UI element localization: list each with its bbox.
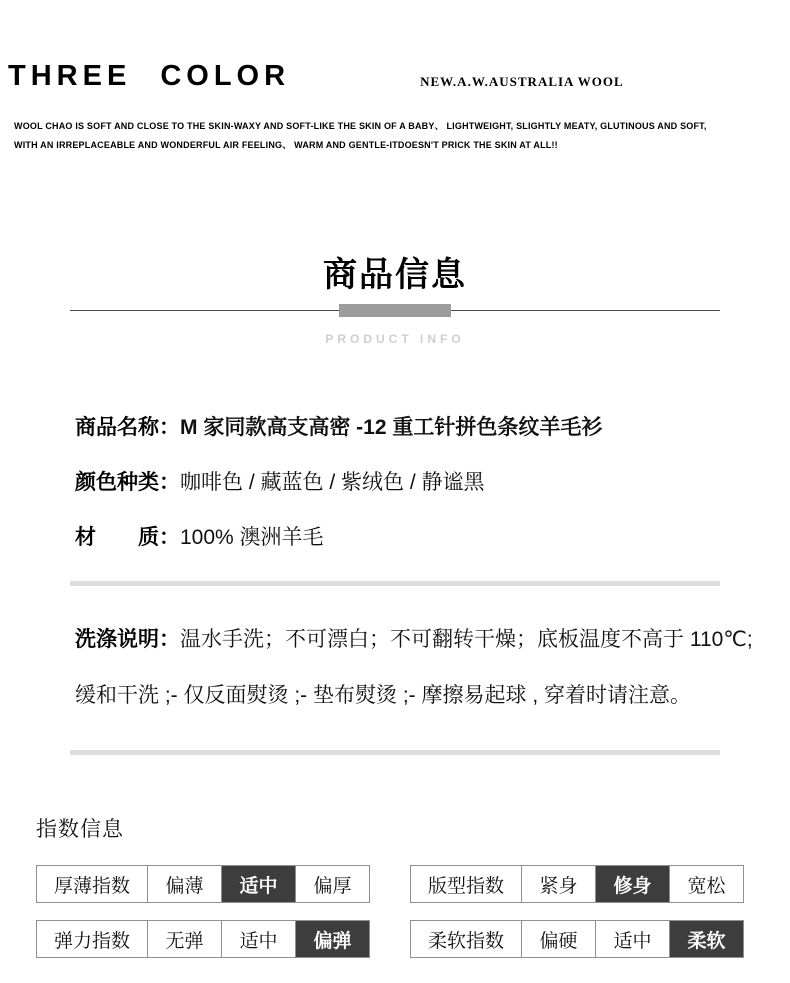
index-tables bbox=[36, 865, 744, 958]
index-column-right bbox=[410, 865, 744, 958]
header bbox=[0, 0, 790, 93]
wash-instructions bbox=[75, 628, 790, 708]
product-name-label: 商品名称： bbox=[75, 416, 180, 439]
index-row-thickness bbox=[36, 865, 370, 903]
index-row-elasticity bbox=[36, 920, 370, 958]
index-info-title: 指数信息 bbox=[36, 818, 124, 841]
index-option: 偏厚 bbox=[295, 866, 369, 902]
material-line bbox=[75, 526, 790, 550]
index-option: 偏硬 bbox=[521, 921, 595, 957]
material-value: 100% 澳洲羊毛 bbox=[180, 526, 324, 549]
index-row-softness bbox=[410, 920, 744, 958]
tagline-line-2: WITH AN IRREPLACEABLE AND WONDERFUL AIR FEELING、 WARM AND GENTLE-ITDOESN'T PRICK THE SKIN AT ALL!! bbox=[14, 140, 558, 150]
index-column-left bbox=[36, 865, 370, 958]
index-option: 偏薄 bbox=[147, 866, 221, 902]
color-types-line bbox=[75, 471, 790, 495]
product-details bbox=[75, 416, 790, 550]
index-option: 无弹 bbox=[147, 921, 221, 957]
index-option: 宽松 bbox=[669, 866, 743, 902]
index-row-label: 厚薄指数 bbox=[53, 875, 130, 897]
color-types-value: 咖啡色 / 藏蓝色 / 紫绒色 / 静谧黑 bbox=[180, 471, 485, 494]
taglines bbox=[14, 117, 790, 155]
tagline-line-1: WOOL CHAO IS SOFT AND CLOSE TO THE SKIN-WAXY AND SOFT-LIKE THE SKIN OF A BABY、 LIGHTWEIGHT, SLIGHTLY MEATY, GLUTINOUS AND SOFT, bbox=[14, 121, 707, 131]
wash-value: 温水手洗；不可漂白；不可翻转干燥；底板温度不高于 110℃; bbox=[180, 628, 753, 651]
divider-top bbox=[70, 581, 720, 586]
index-option: 适中 bbox=[221, 921, 295, 957]
index-row-label: 弹力指数 bbox=[53, 930, 130, 952]
brand-subtitle: NEW.A.W.AUSTRALIA WOOL bbox=[420, 74, 624, 89]
index-option: 柔软 bbox=[669, 921, 743, 957]
color-types-label: 颜色种类： bbox=[75, 471, 180, 494]
section-heading bbox=[0, 247, 790, 346]
brand-title: THREE COLOR bbox=[8, 60, 291, 92]
wash-line-2: 缓和干洗 ;- 仅反面熨烫 ;- 垫布熨烫 ;- 摩擦易起球 , 穿着时请注意。 bbox=[75, 684, 691, 707]
product-name-line bbox=[75, 416, 790, 440]
material-label: 材 质： bbox=[75, 526, 180, 549]
index-row-label: 版型指数 bbox=[427, 875, 504, 897]
index-option: 适中 bbox=[221, 866, 295, 902]
index-option: 修身 bbox=[595, 866, 669, 902]
product-name-value: M 家同款高支高密 -12 重工针拼色条纹羊毛衫 bbox=[180, 416, 603, 439]
divider-bottom bbox=[70, 750, 720, 755]
index-row-fit bbox=[410, 865, 744, 903]
wash-line-1 bbox=[75, 628, 790, 652]
rule-accent-box bbox=[339, 304, 451, 317]
index-option: 偏弹 bbox=[295, 921, 369, 957]
section-rule bbox=[70, 304, 720, 330]
wash-label: 洗涤说明： bbox=[75, 628, 180, 651]
section-subtitle: PRODUCT INFO bbox=[325, 332, 465, 346]
index-row-label: 柔软指数 bbox=[427, 930, 504, 952]
section-title: 商品信息 bbox=[323, 256, 467, 294]
index-option: 适中 bbox=[595, 921, 669, 957]
index-option: 紧身 bbox=[521, 866, 595, 902]
